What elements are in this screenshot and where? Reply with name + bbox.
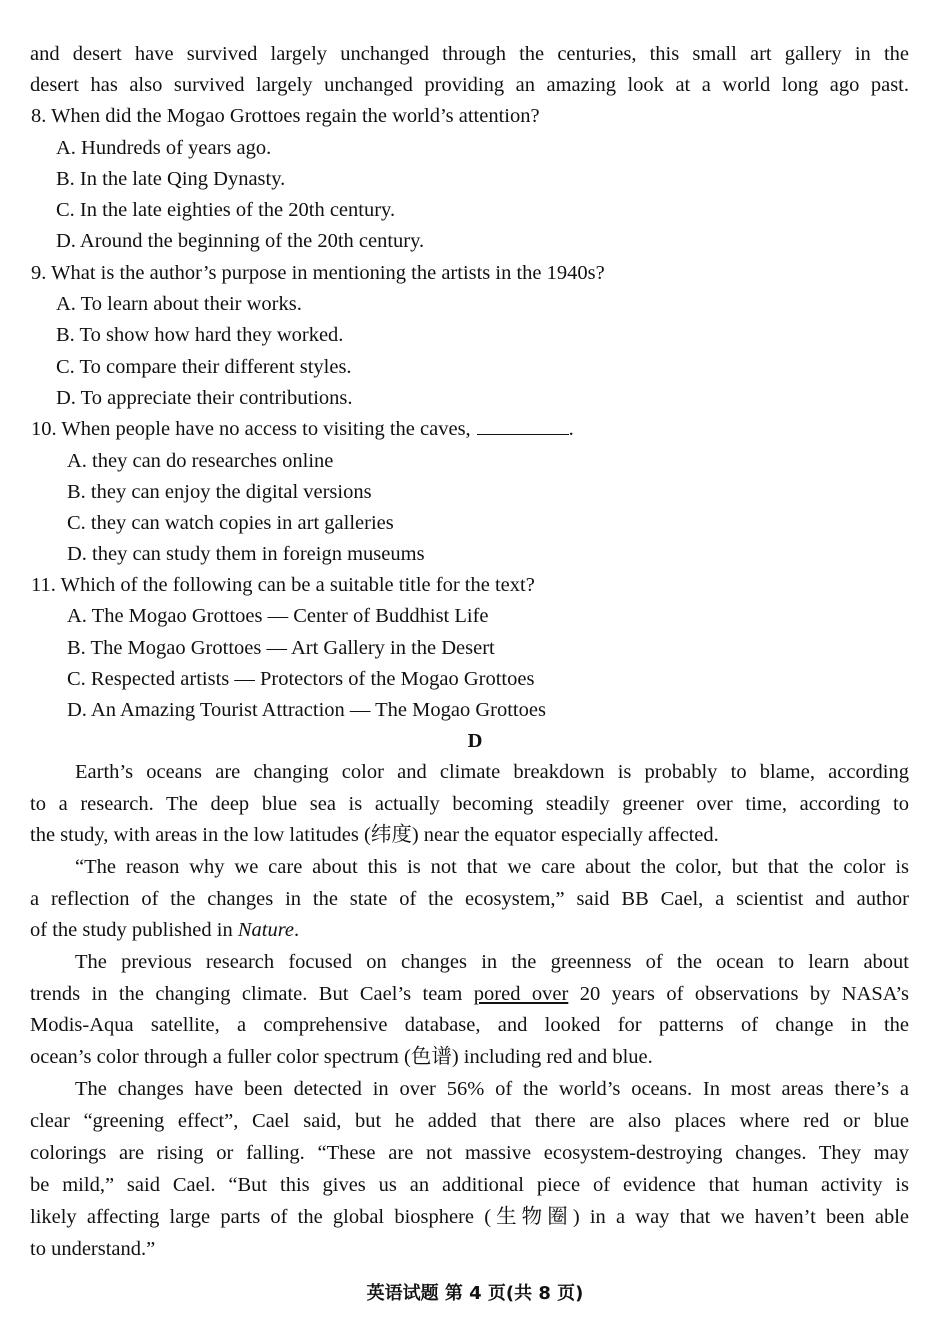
section-d-heading: D [467,730,483,752]
para4-line-3: colorings are rising or falling. “These are not massive ecosystem-destroying changes. They may [30,1142,909,1164]
question-9-option-b: B. To show how hard they worked. [56,324,344,346]
question-8-option-d: D. Around the beginning of the 20th century. [56,230,425,252]
question-11-stem: 11. Which of the following can be a suitable title for the text? [31,574,535,596]
para3-line-4: ocean’s color through a fuller color spectrum (色谱) including red and blue. [30,1046,653,1068]
page-footer: 英语试题 第 4 页(共 8 页) [366,1283,584,1304]
journal-name: Nature [237,919,295,941]
underlined-phrase: pored over [473,983,569,1005]
para2-line-3 [30,920,950,941]
para3-line-2 [30,984,909,1005]
question-10-option-b: B. they can enjoy the digital versions [67,481,372,503]
question-8-option-b: B. In the late Qing Dynasty. [56,168,286,190]
para2-line-1: “The reason why we care about this is not that we care about the color, but that the color is [75,856,909,878]
question-9-option-d: D. To appreciate their contributions. [56,387,353,409]
question-8-option-a: A. Hundreds of years ago. [56,137,272,159]
question-10-option-a: A. they can do researches online [67,450,334,472]
question-9-stem: 9. What is the author’s purpose in mentioning the artists in the 1940s? [31,262,605,284]
question-11-option-c: C. Respected artists — Protectors of the Mogao Grottoes [67,668,535,690]
question-8-stem: 8. When did the Mogao Grottoes regain the world’s attention? [31,105,540,127]
question-8-option-c: C. In the late eighties of the 20th century. [56,199,396,221]
question-11-option-b: B. The Mogao Grottoes — Art Gallery in the Desert [67,637,495,659]
para3-line-1: The previous research focused on changes in the greenness of the ocean to learn about [75,951,909,973]
question-10-stem-line [31,419,574,440]
para4-line-1: The changes have been detected in over 56% of the world’s oceans. In most areas there’s a [75,1078,909,1100]
para3-line-3: Modis-Aqua satellite, a comprehensive database, and looked for patterns of change in the [30,1014,909,1036]
passage-c-line-2: desert has also survived largely unchanged providing an amazing look at a world long ago past. [30,74,909,96]
question-11-option-a: A. The Mogao Grottoes — Center of Buddhist Life [67,605,489,627]
para1-line-3: the study, with areas in the low latitudes (纬度) near the equator especially affected. [30,824,719,846]
question-10-option-c: C. they can watch copies in art galleries [67,512,394,534]
para4-line-2: clear “greening effect”, Cael said, but he added that there are also places where red or blue [30,1110,909,1132]
para1-line-2: to a research. The deep blue sea is actually becoming steadily greener over time, according to [30,793,909,815]
para2-line-2: a reflection of the changes in the state of the ecosystem,” said BB Cael, a scientist and author [30,888,909,910]
para1-line-1: Earth’s oceans are changing color and climate breakdown is probably to blame, according [75,761,909,783]
question-10-stem-end: . [568,418,574,440]
para3-line-2-suffix: 20 years of observations by NASA’s [568,983,909,1005]
question-11-option-d: D. An Amazing Tourist Attraction — The Mogao Grottoes [67,699,546,721]
para3-line-2-prefix: trends in the changing climate. But Cael’s team [30,983,474,1005]
question-10-option-d: D. they can study them in foreign museums [67,543,425,565]
question-9-option-c: C. To compare their different styles. [56,356,352,378]
question-10-stem: 10. When people have no access to visiting the caves, [31,418,471,440]
passage-c-line-1: and desert have survived largely unchanged through the centuries, this small art gallery in the [30,43,909,65]
question-9-option-a: A. To learn about their works. [56,293,302,315]
para2-line-3-text: of the study published in [30,919,238,941]
para4-line-4: be mild,” said Cael. “But this gives us an additional piece of evidence that human activity is [30,1174,909,1196]
para4-line-5: likely affecting large parts of the global biosphere (生物圈) in a way that we haven’t been able [30,1206,909,1228]
para2-line-3-end: . [294,919,300,941]
answer-blank [477,420,569,435]
para4-line-6: to understand.” [30,1238,156,1260]
